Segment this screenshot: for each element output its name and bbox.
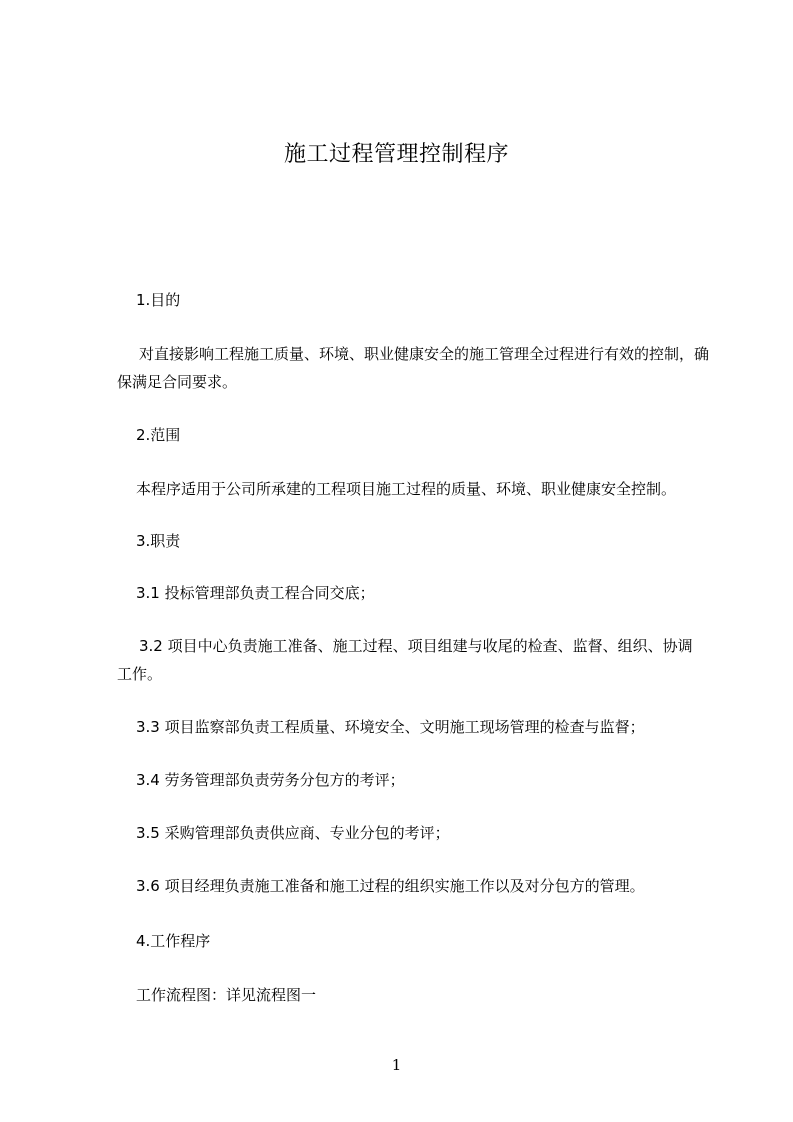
responsibility-3-5: 3.5 采购管理部负责供应商、专业分包的考评； (136, 824, 450, 842)
responsibility-3-1: 3.1 投标管理部负责工程合同交底； (136, 584, 375, 602)
responsibility-3-2-text: 3.2 项目中心负责施工准备、施工过程、项目组建与收尾的检查、监督、组织、协调工作。 (117, 637, 693, 683)
page-number: 1 (391, 1056, 402, 1074)
section-heading-responsibilities: 3.职责 (136, 532, 181, 550)
purpose-text: 对直接影响工程施工质量、环境、职业健康安全的施工管理全过程进行有效的控制，确保满足合同要求。 (117, 345, 710, 391)
responsibility-3-4: 3.4 劳务管理部负责劳务分包方的考评； (136, 771, 405, 789)
purpose-paragraph (117, 340, 717, 396)
document-title: 施工过程管理控制程序 (283, 142, 509, 167)
scope-paragraph: 本程序适用于公司所承建的工程项目施工过程的质量、环境、职业健康安全控制。 (136, 480, 677, 498)
procedure-flowchart-note: 工作流程图：详见流程图一 (136, 986, 317, 1004)
section-heading-scope: 2.范围 (136, 426, 181, 444)
section-heading-procedure: 4.工作程序 (136, 932, 211, 950)
responsibility-3-3: 3.3 项目监察部负责工程质量、环境安全、文明施工现场管理的检查与监督； (136, 718, 645, 736)
responsibility-3-6: 3.6 项目经理负责施工准备和施工过程的组织实施工作以及对分包方的管理。 (136, 877, 645, 895)
section-heading-purpose: 1.目的 (136, 291, 181, 309)
responsibility-3-2 (117, 632, 707, 688)
